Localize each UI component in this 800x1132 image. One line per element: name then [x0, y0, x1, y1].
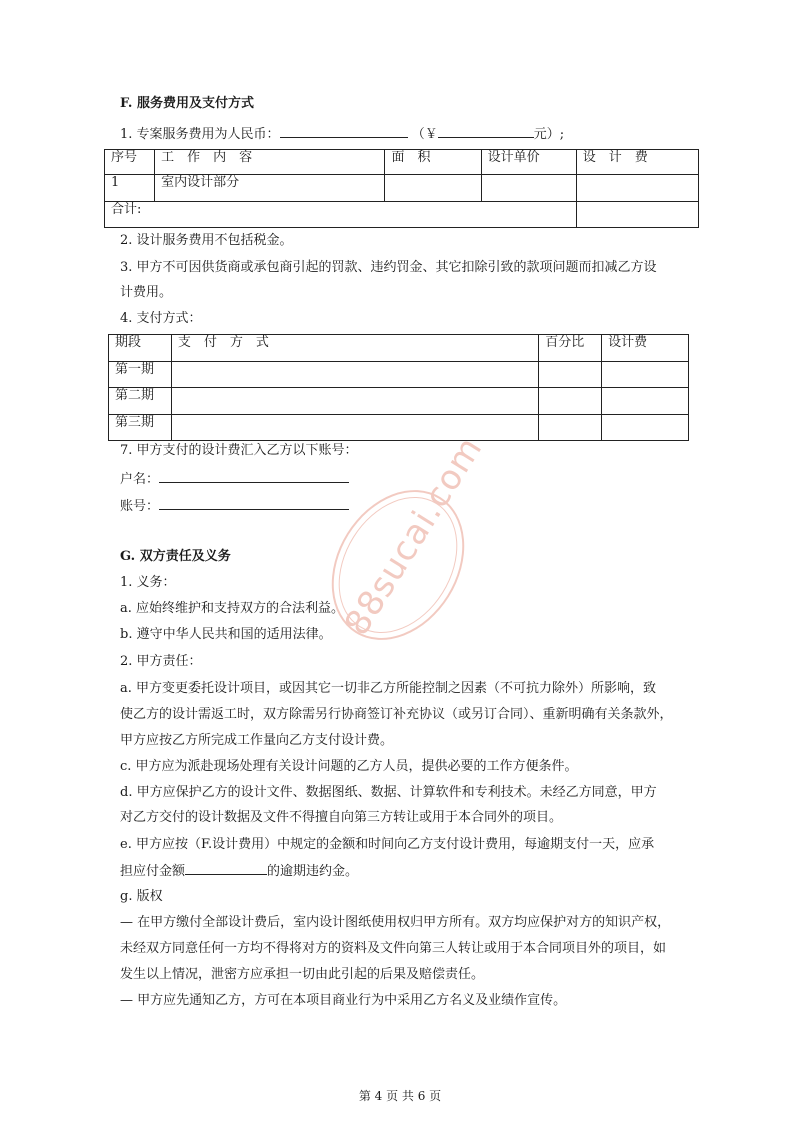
table-cell[interactable]: [602, 362, 689, 388]
table-cell[interactable]: [171, 415, 538, 441]
table-cell: 第一期: [109, 362, 172, 388]
table-cell[interactable]: [481, 175, 576, 202]
item-3-line-2: 计费用。: [120, 285, 173, 300]
item-2: 2. 设计服务费用不包括税金。: [120, 233, 293, 248]
watermark-text: 88sucai.com: [336, 429, 491, 643]
fee-line: [120, 125, 564, 143]
fee-rmb-open: （￥: [411, 127, 438, 142]
table-cell[interactable]: [539, 415, 602, 441]
account-name-label: 户名：: [120, 472, 160, 487]
duty-label: 1. 义务：: [120, 575, 176, 590]
clause-g-line-2: 未经双方同意任何一方均不得将对方的资料及文件向第三人转让或用于本合同项目外的项目，如: [120, 941, 667, 956]
table-cell: 第三期: [109, 415, 172, 441]
clause-e-line-2-post: 的逾期违约金。: [267, 864, 359, 879]
payment-table-header-cell: 百分比: [539, 335, 602, 362]
clause-d-line-2: 对乙方交付的设计数据及文件不得擅自向第三方转让或用于本合同外的项目。: [120, 810, 563, 825]
account-name-line: [120, 470, 349, 488]
account-number-blank[interactable]: [159, 497, 349, 510]
party-a-label: 2. 甲方责任：: [120, 654, 202, 669]
table-cell: 1: [105, 175, 155, 202]
table-cell: 第二期: [109, 388, 172, 415]
item-4: 4. 支付方式：: [120, 311, 202, 326]
clause-a-line-3: 甲方应按乙方所完成工作量向乙方支付设计费。: [120, 733, 394, 748]
table-cell[interactable]: [602, 415, 689, 441]
clause-e-line-1: e. 甲方应按（F.设计费用）中规定的金额和时间向乙方支付设计费用，每逾期支付一天，应承: [120, 837, 655, 852]
clause-g-line-3: 发生以上情况，泄密方应承担一切由此引起的后果及赔偿责任。: [120, 967, 485, 982]
fee-table-header-cell: 序号: [105, 150, 155, 175]
watermark-ring-outer: [305, 429, 492, 664]
fee-rmb-close: 元）;: [533, 127, 565, 142]
section-f-title: F. 服务费用及支付方式: [120, 96, 254, 111]
payment-table-header-cell: 设计费: [602, 335, 689, 362]
table-cell[interactable]: [539, 362, 602, 388]
table-row: [109, 362, 689, 388]
fee-table: [104, 149, 699, 228]
clause-e-line-2-pre: 担应付金额: [120, 864, 186, 879]
clause-g-label: g. 版权: [120, 889, 163, 904]
payment-table-header-row: [109, 335, 689, 362]
duty-b: b. 遵守中华人民共和国的适用法律。: [120, 627, 332, 642]
watermark-stamp: [305, 429, 492, 664]
table-cell[interactable]: [576, 175, 698, 202]
fee-table-total-row: [105, 202, 699, 228]
total-label: 合计:: [105, 202, 577, 228]
fee-amount-blank[interactable]: [438, 125, 534, 138]
account-name-blank[interactable]: [159, 470, 349, 483]
table-cell[interactable]: [171, 362, 538, 388]
payment-table-header-cell: 支 付 方 式: [171, 335, 538, 362]
fee-rmb-blank[interactable]: [280, 125, 408, 138]
clause-e-line-2: [120, 862, 358, 880]
item-3-line-1: 3. 甲方不可因供货商或承包商引起的罚款、违约罚金、其它扣除引致的款项问题而扣减乙方设: [120, 260, 657, 275]
table-cell: 室内设计部分: [155, 175, 385, 202]
clause-g-line-1: — 在甲方缴付全部设计费后，室内设计图纸使用权归甲方所有。双方均应保护对方的知识产权，: [120, 915, 671, 930]
section-g-title: G. 双方责任及义务: [120, 549, 231, 564]
payment-table: [108, 334, 689, 441]
clause-d-line-1: d. 甲方应保护乙方的设计文件、数据图纸、数据、计算软件和专利技术。未经乙方同意，甲方: [120, 785, 657, 800]
clause-c-line-1: c. 甲方应为派赴现场处理有关设计问题的乙方人员，提供必要的工作方便条件。: [120, 759, 578, 774]
late-fee-blank[interactable]: [185, 862, 267, 875]
payment-table-header-cell: 期段: [109, 335, 172, 362]
account-number-label: 账号：: [120, 499, 160, 514]
table-row: [109, 388, 689, 415]
table-cell[interactable]: [539, 388, 602, 415]
fee-table-header-cell: 工 作 内 容: [155, 150, 385, 175]
fee-table-header-cell: 面 积: [385, 150, 481, 175]
total-value-cell[interactable]: [576, 202, 698, 228]
table-cell[interactable]: [602, 388, 689, 415]
duty-a: a. 应始终维护和支持双方的合法利益。: [120, 601, 345, 616]
account-number-line: [120, 497, 349, 515]
clause-g-line-4: — 甲方应先通知乙方，方可在本项目商业行为中采用乙方名义及业绩作宣传。: [120, 993, 567, 1008]
table-row: [109, 415, 689, 441]
fee-table-header-cell: 设 计 费: [576, 150, 698, 175]
table-cell[interactable]: [171, 388, 538, 415]
fee-label: 1. 专案服务费用为人民币：: [120, 127, 280, 142]
table-cell[interactable]: [385, 175, 481, 202]
clause-a-line-1: a. 甲方变更委托设计项目，或因其它一切非乙方所能控制之因素（不可抗力除外）所影响，致: [120, 681, 657, 696]
table-row: [105, 175, 699, 202]
fee-table-header-cell: 设计单价: [481, 150, 576, 175]
page-footer: 第 4 页 共 6 页: [358, 1089, 442, 1103]
fee-table-header-row: [105, 150, 699, 175]
clause-a-line-2: 使乙方的设计需返工时，双方除需另行协商签订补充协议（或另订合同）、重新明确有关条款外，: [120, 707, 673, 722]
item-7: 7. 甲方支付的设计费汇入乙方以下账号：: [120, 443, 358, 458]
